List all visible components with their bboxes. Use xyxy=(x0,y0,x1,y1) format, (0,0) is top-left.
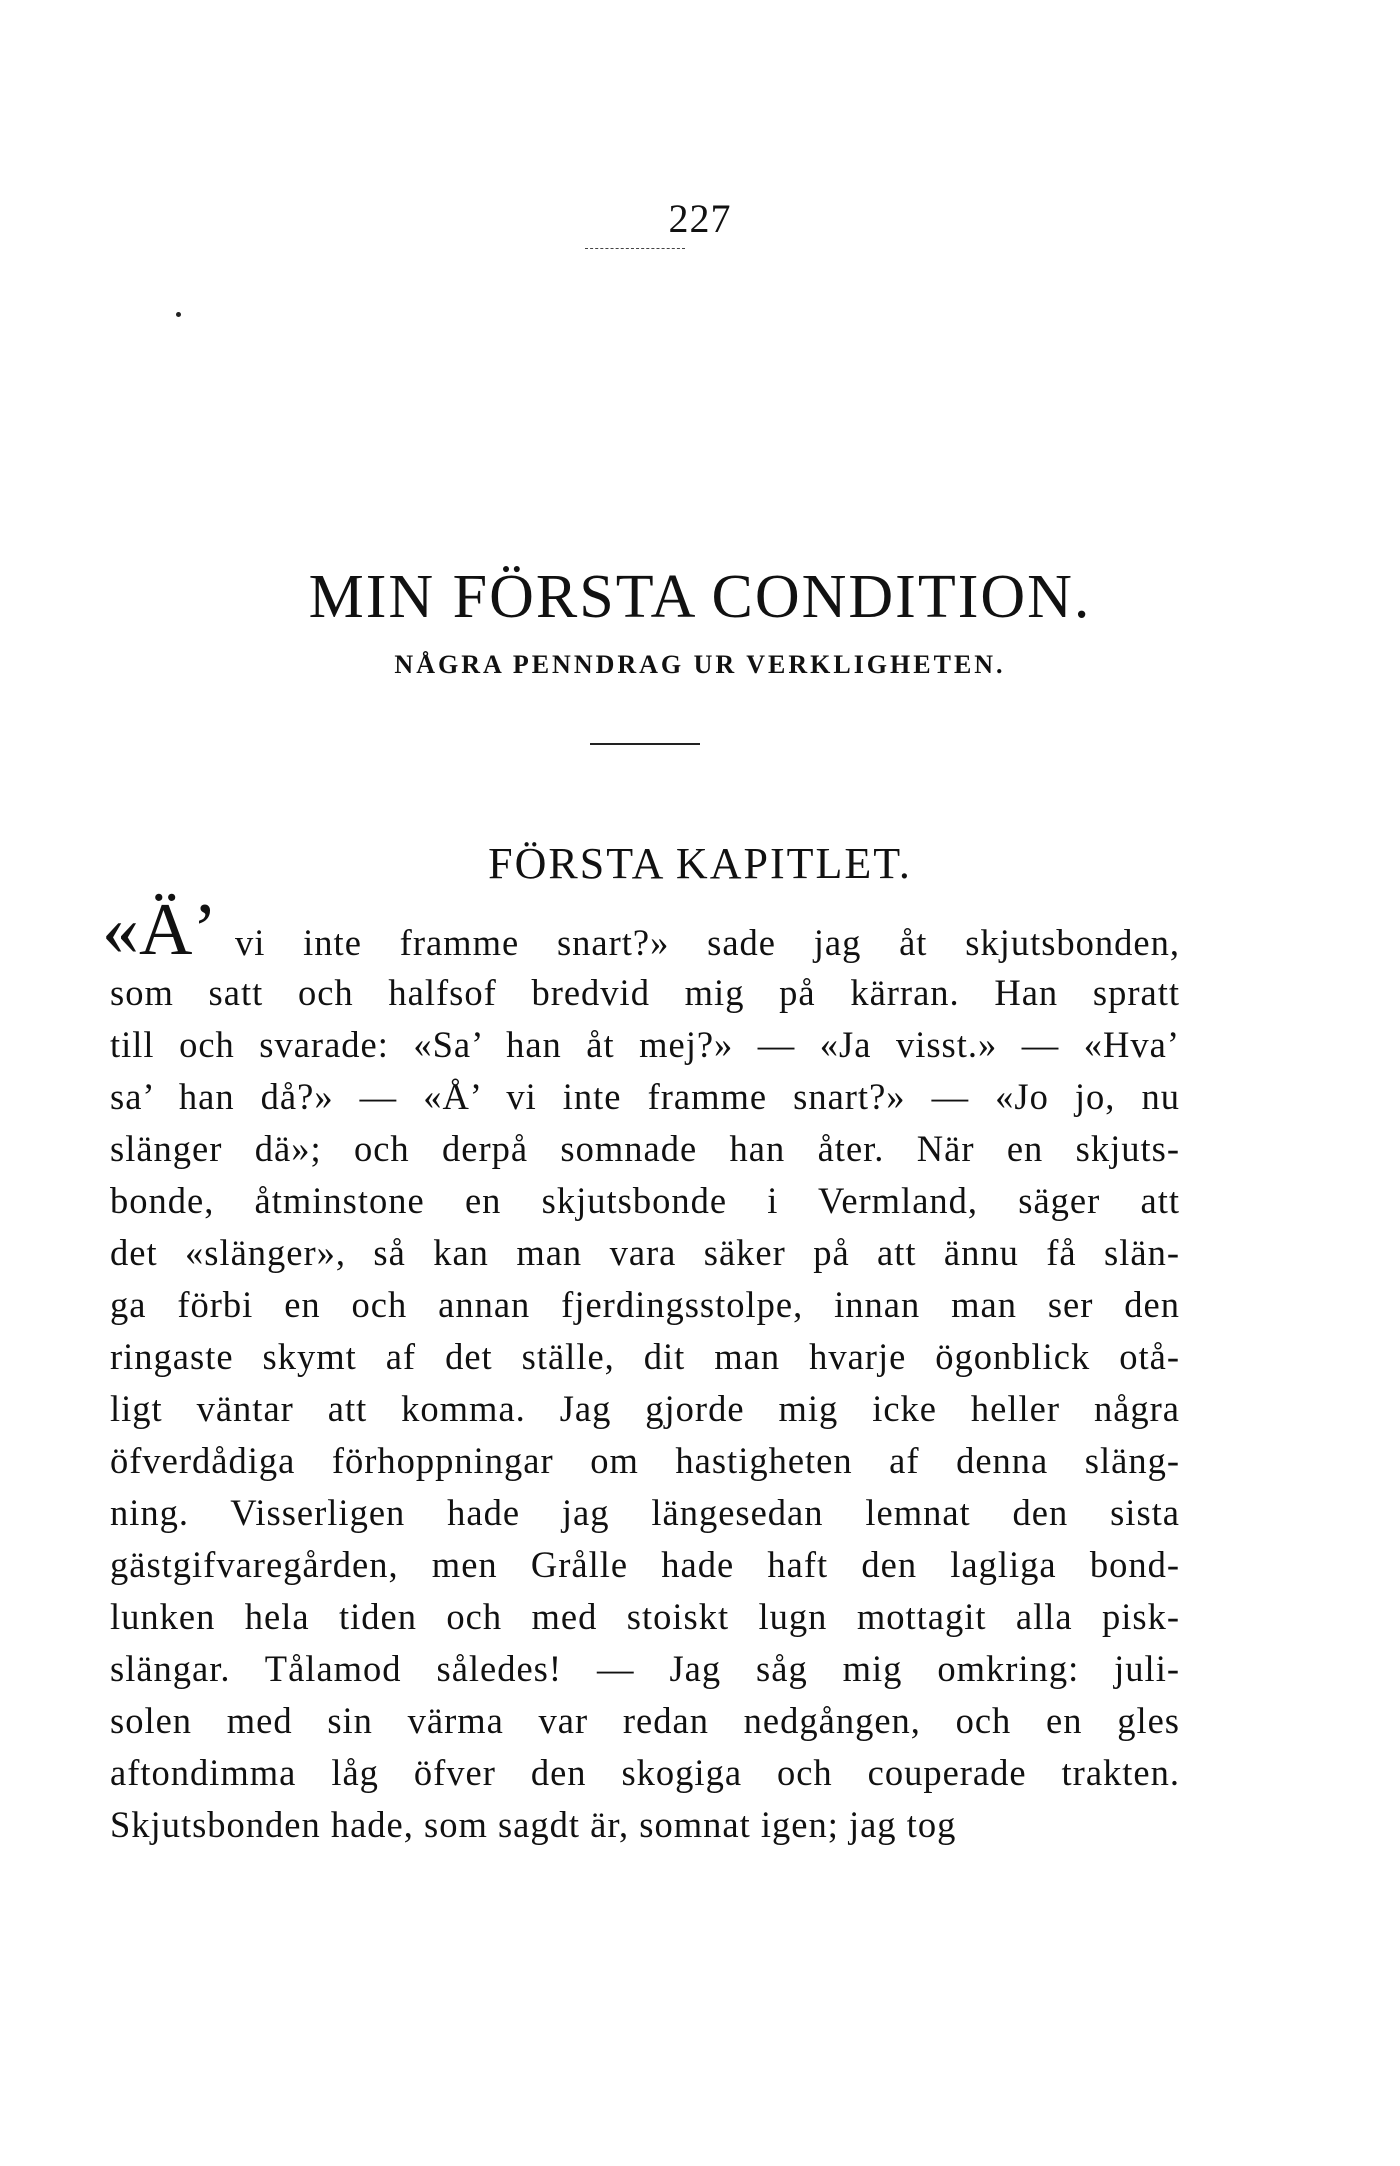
text-line: sa’ han då?» — «Å’ vi inte framme snart?» — «Jo jo, nu xyxy=(110,1076,1180,1117)
text-line: vi inte framme snart?» sade jag åt skjutsbonden, xyxy=(235,922,1180,963)
ink-speck xyxy=(176,312,181,317)
text-line: aftondimma låg öfver den skogiga och couperade trakten. xyxy=(110,1752,1180,1793)
text-line: öfverdådiga förhoppningar om hastigheten af denna släng- xyxy=(110,1440,1180,1481)
text-line: slängar. Tålamod således! — Jag såg mig omkring: juli- xyxy=(110,1648,1180,1689)
story-subtitle: NÅGRA PENNDRAG UR VERKLIGHETEN. xyxy=(394,650,1006,679)
text-line: slänger dä»; och derpå somnade han åter. När en skjuts- xyxy=(110,1128,1180,1169)
opening-initial: «Ä’ xyxy=(102,889,218,971)
chapter-heading: FÖRSTA KAPITLET. xyxy=(488,839,912,888)
text-line: det «slänger», så kan man vara säker på att ännu få slän- xyxy=(110,1232,1180,1273)
text-line: lunken hela tiden och med stoiskt lugn mottagit alla pisk- xyxy=(110,1596,1180,1637)
page-number: 227 xyxy=(668,196,732,241)
text-line: gästgifvaregården, men Grålle hade haft den lagliga bond- xyxy=(110,1544,1180,1585)
page-number-rule xyxy=(585,248,685,249)
text-line: bonde, åtminstone en skjutsbonde i Vermland, säger att xyxy=(110,1180,1180,1221)
text-line: ligt väntar att komma. Jag gjorde mig icke heller några xyxy=(110,1388,1180,1429)
text-line: ning. Visserligen hade jag längesedan lemnat den sista xyxy=(110,1492,1180,1533)
title-divider xyxy=(590,743,700,745)
text-line: solen med sin värma var redan nedgången, och en gles xyxy=(110,1700,1180,1741)
story-title: MIN FÖRSTA CONDITION. xyxy=(308,563,1092,631)
text-line: ga förbi en och annan fjerdingsstolpe, innan man ser den xyxy=(110,1284,1180,1325)
text-line: till och svarade: «Sa’ han åt mej?» — «Ja visst.» — «Hva’ xyxy=(110,1024,1180,1065)
text-line: Skjutsbonden hade, som sagdt är, somnat igen; jag tog xyxy=(110,1804,957,1845)
text-line: som satt och halfsof bredvid mig på kärran. Han spratt xyxy=(110,972,1180,1013)
text-line: ringaste skymt af det ställe, dit man hvarje ögonblick otå- xyxy=(110,1336,1180,1377)
